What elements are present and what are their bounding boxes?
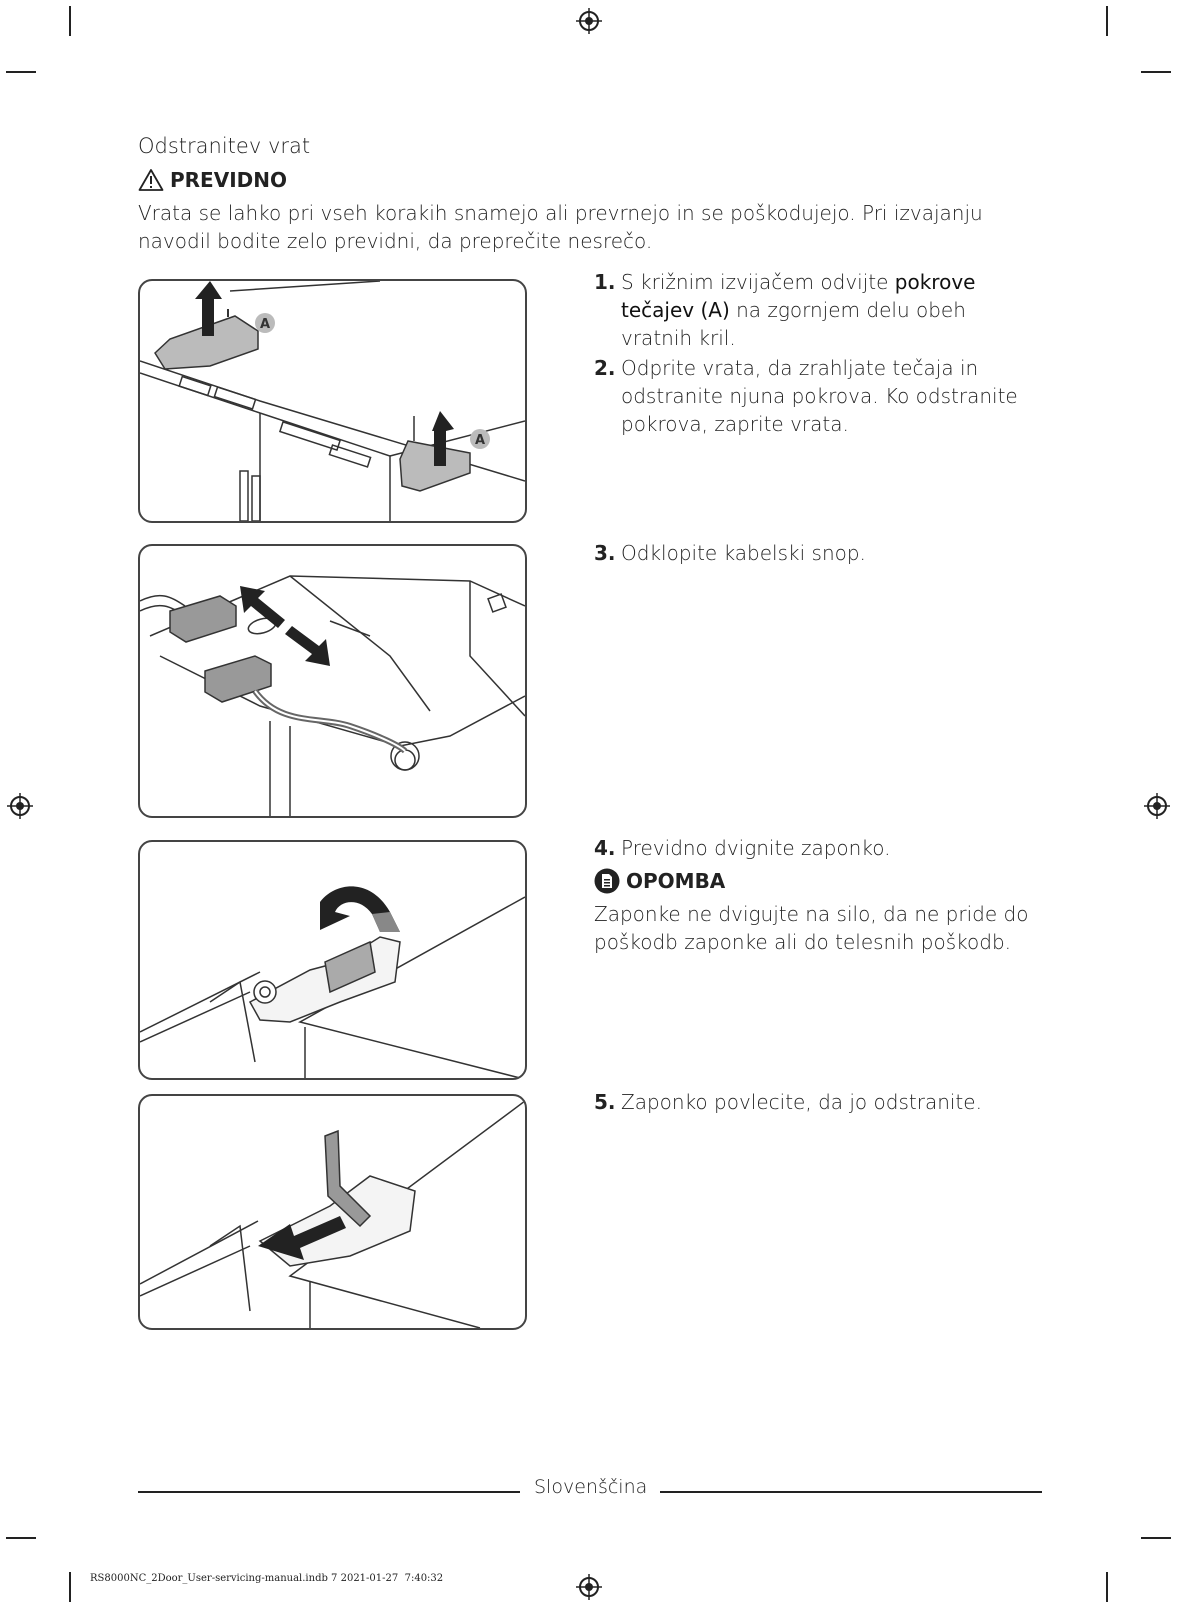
crop-mark-bottom-right-vertical — [1106, 1572, 1108, 1602]
step-text: Odprite vrata, da zrahljate tečaja in odstranite njuna pokrova. Ko odstranite pokrova, zaprite vrata. — [621, 356, 1018, 436]
step-text: Zaponko povlecite, da jo odstranite. — [621, 1090, 982, 1114]
registration-mark-icon — [7, 793, 33, 819]
hinge-covers-illustration — [140, 281, 525, 521]
step-text: Previdno dvignite zaponko. — [621, 836, 891, 860]
footer-rule-left — [138, 1491, 520, 1493]
crop-mark-bottom-left-vertical — [69, 1572, 71, 1602]
step-text-part: na zgornjem delu obeh vratnih kril. — [621, 298, 966, 350]
hinge-cover-label: A — [259, 317, 271, 332]
crop-mark-top-right-horizontal — [1141, 71, 1171, 73]
caution-heading — [138, 168, 287, 192]
step-number: 5. — [594, 1090, 616, 1114]
step-5 — [594, 1088, 1034, 1116]
note-label: OPOMBA — [626, 869, 726, 893]
step-text-emphasis: pokrove tečajev (A) — [621, 270, 976, 322]
note-icon — [594, 868, 620, 894]
step-number: 3. — [594, 541, 616, 565]
print-slug: RS8000NC_2Door_User-servicing-manual.indb 7 2021-01-27 ￼ 7:40:32 — [90, 1573, 444, 1584]
crop-mark-top-left-vertical — [69, 6, 71, 36]
caution-label: PREVIDNO — [170, 168, 287, 192]
section-title: Odstranitev vrat — [138, 134, 311, 158]
crop-mark-top-right-vertical — [1106, 6, 1108, 36]
note-text: Zaponke ne dvigujte na silo, da ne pride do poškodb zaponke ali do telesnih poškodb. — [594, 902, 1029, 954]
figure-lift-clip — [138, 840, 527, 1080]
step-text-part: S križnim izvijačem odvijte — [621, 270, 895, 294]
step-text: Odklopite kabelski snop. — [621, 541, 866, 565]
crop-mark-top-left-horizontal — [6, 71, 36, 73]
hinge-cover-label: A — [474, 433, 486, 448]
step-number: 2. — [594, 356, 616, 380]
registration-mark-icon — [1144, 793, 1170, 819]
crop-mark-bottom-right-horizontal — [1141, 1537, 1171, 1539]
step-3 — [594, 539, 1034, 567]
figure-pull-clip — [138, 1094, 527, 1330]
warning-triangle-icon — [138, 168, 164, 192]
figure-hinge-covers — [138, 279, 527, 523]
caution-text: Vrata se lahko pri vseh korakih snamejo ali prevrnejo in se poškodujejo. Pri izvajanju navodil bodite zelo previdni, da preprečite nesrečo. — [138, 201, 983, 253]
step-1 — [594, 268, 1034, 352]
lift-clip-illustration — [140, 842, 525, 1078]
step-2 — [594, 354, 1034, 438]
step-text — [621, 268, 1034, 352]
registration-mark-icon — [576, 1574, 602, 1600]
step-4 — [594, 834, 1034, 862]
wire-harness-illustration — [140, 546, 525, 816]
footer-rule-right — [660, 1491, 1042, 1493]
step-number: 1. — [594, 270, 616, 294]
footer-language: Slovenščina — [534, 1476, 648, 1498]
figure-wire-harness — [138, 544, 527, 818]
step-number: 4. — [594, 836, 616, 860]
pull-clip-illustration — [140, 1096, 525, 1328]
registration-mark-icon — [576, 8, 602, 34]
note-heading — [594, 868, 725, 894]
crop-mark-bottom-left-horizontal — [6, 1537, 36, 1539]
